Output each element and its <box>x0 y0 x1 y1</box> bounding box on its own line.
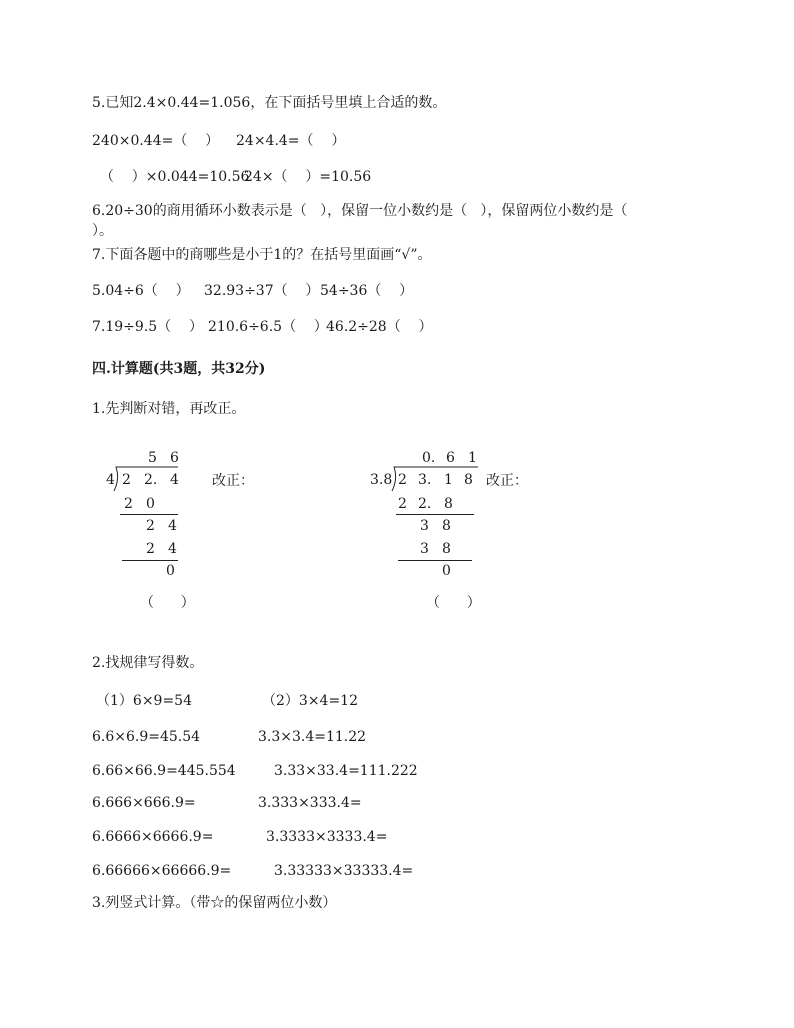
right-step-digit: 2. <box>418 496 432 512</box>
right-divisor: 3.8 <box>370 472 393 488</box>
right-dividend-digit: 3. <box>418 472 432 488</box>
left-divisor: 4 <box>106 472 115 488</box>
left-step-digit: 2 <box>146 541 155 557</box>
q7-item-3: 54÷36（ ） <box>320 283 414 299</box>
left-step-digit: 2 <box>124 496 133 512</box>
q7-title: 7.下面各题中的商哪些是小于1的？在括号里面画“√”。 <box>92 247 432 263</box>
left-step-digit: 0 <box>146 496 155 512</box>
right-dividend-digit: 2 <box>398 472 407 488</box>
c3-title: 3.列竖式计算。（带☆的保留两位小数） <box>92 895 337 911</box>
q5-item-3: （ ）×0.044=10.56 <box>100 169 250 185</box>
right-division-rule <box>398 560 472 561</box>
left-correction-label: 改正： <box>212 473 254 489</box>
q5-item-2: 24×4.4=（ ） <box>236 133 346 149</box>
c2-left-row: 6.6×6.9=45.54 <box>92 729 201 745</box>
right-division-rule <box>396 514 474 515</box>
c1-title: 1.先判断对错，再改正。 <box>92 401 246 417</box>
left-answer-bracket: （ ） <box>140 595 195 611</box>
left-step-digit: 4 <box>168 541 177 557</box>
right-answer-bracket: （ ） <box>426 595 481 611</box>
right-step-digit: 0 <box>442 563 451 579</box>
section-4-heading: 四.计算题(共3题，共32分) <box>92 361 266 377</box>
left-quotient-digit: 6 <box>170 450 179 466</box>
left-dividend-digit: 2. <box>144 472 158 488</box>
right-step-digit: 8 <box>442 541 451 557</box>
q7-item-2: 32.93÷37（ ） <box>204 283 320 299</box>
right-step-digit: 3 <box>420 541 429 557</box>
c2-label-1: （1）6×9=54 <box>96 693 192 709</box>
c2-left-row: 6.66666×66666.9= <box>92 863 232 879</box>
right-quotient-digit: 6 <box>446 450 455 466</box>
c2-left-row: 6.6666×6666.9= <box>92 829 214 845</box>
right-step-digit: 8 <box>444 496 453 512</box>
right-step-digit: 3 <box>420 518 429 534</box>
left-quotient-digit: 5 <box>148 450 157 466</box>
q7-item-6: 46.2÷28（ ） <box>326 319 433 335</box>
c2-right-row: 3.3×3.4=11.22 <box>258 729 367 745</box>
left-dividend-digit: 2 <box>122 472 131 488</box>
c2-right-row: 3.333×333.4= <box>258 795 362 811</box>
left-division-rule <box>122 560 178 561</box>
left-step-digit: 0 <box>166 563 175 579</box>
right-quotient-digit: 1 <box>468 450 477 466</box>
c2-label-2: （2）3×4=12 <box>262 693 358 709</box>
q5-item-4: 24×（ ）=10.56 <box>244 169 372 185</box>
q5-title: 5.已知2.4×0.44=1.056，在下面括号里填上合适的数。 <box>92 95 447 111</box>
q6-line-2: ）。 <box>92 223 113 239</box>
left-division-rule <box>120 514 178 515</box>
c2-title: 2.找规律写得数。 <box>92 655 204 671</box>
right-dividend-digit: 8 <box>464 472 473 488</box>
c2-right-row: 3.3333×3333.4= <box>266 829 388 845</box>
q6-line-1: 6.20÷30的商用循环小数表示是（ ），保留一位小数约是（ ），保留两位小数约是（ <box>92 203 628 219</box>
q7-item-1: 5.04÷6（ ） <box>92 283 190 299</box>
right-correction-label: 改正： <box>486 473 528 489</box>
right-dividend-digit: 1 <box>444 472 453 488</box>
q7-item-4: 7.19÷9.5（ ） <box>92 319 203 335</box>
left-dividend-digit: 4 <box>170 472 179 488</box>
right-step-digit: 8 <box>442 518 451 534</box>
c2-right-row: 3.33×33.4=111.222 <box>274 763 418 779</box>
c2-left-row: 6.66×66.9=445.554 <box>92 763 236 779</box>
left-step-digit: 4 <box>168 518 177 534</box>
left-step-digit: 2 <box>146 518 155 534</box>
right-step-digit: 2 <box>398 496 407 512</box>
c2-left-row: 6.666×666.9= <box>92 795 196 811</box>
right-quotient-digit: 0. <box>422 450 436 466</box>
q7-item-5: 210.6÷6.5（ ） <box>208 319 328 335</box>
q5-item-1: 240×0.44=（ ） <box>92 133 220 149</box>
c2-right-row: 3.33333×33333.4= <box>274 863 414 879</box>
